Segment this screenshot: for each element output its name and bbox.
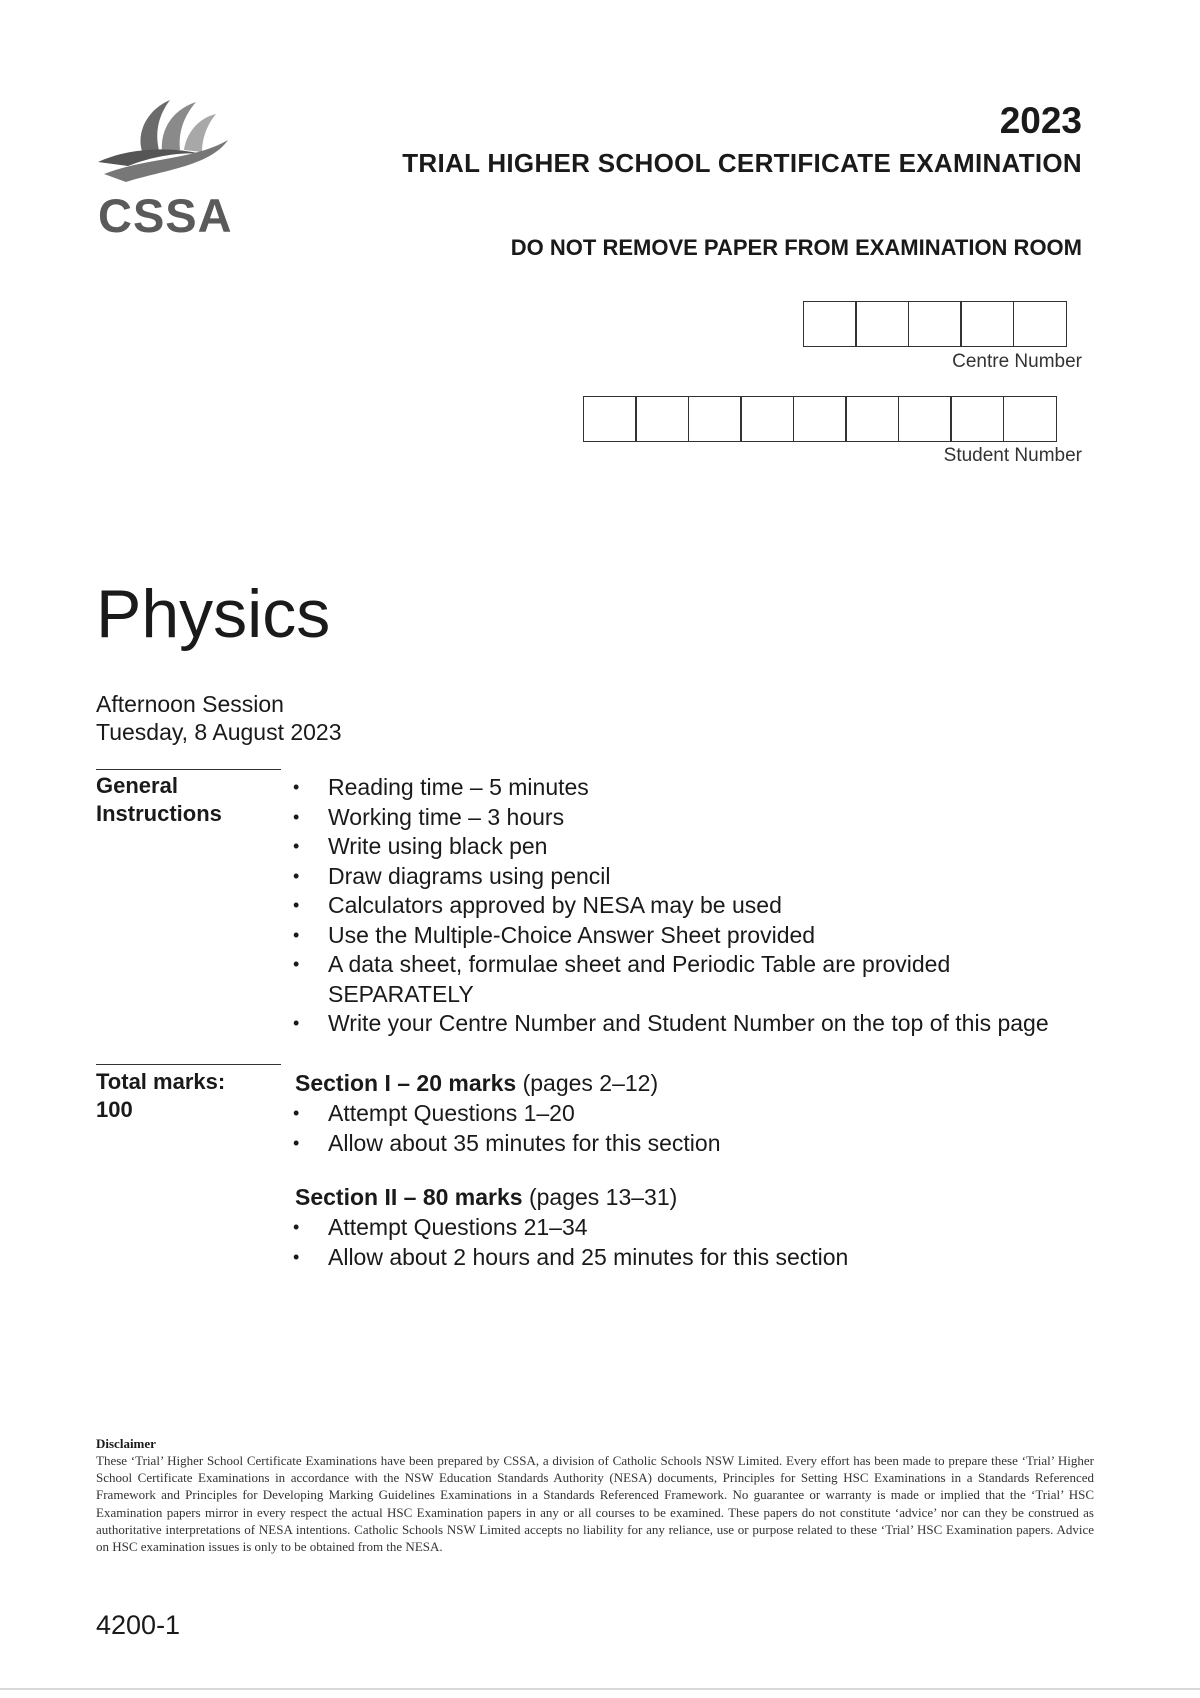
student-number-digit-box[interactable] xyxy=(583,396,637,442)
section-1-list xyxy=(293,1099,993,1158)
list-item: • Calculators approved by NESA may be used xyxy=(293,891,1113,921)
centre-number-digit-box[interactable] xyxy=(803,301,857,347)
total-marks xyxy=(96,1068,225,1124)
scan-edge-line xyxy=(0,1688,1200,1690)
divider xyxy=(96,1064,281,1065)
paper-code: 4200-1 xyxy=(96,1610,181,1640)
list-item: • Write your Centre Number and Student Number on the top of this page xyxy=(293,1009,1113,1039)
list-item: • Draw diagrams using pencil xyxy=(293,862,1113,892)
student-number-digit-box[interactable] xyxy=(950,396,1004,442)
centre-number-digit-box[interactable] xyxy=(855,301,909,347)
list-item: • Reading time – 5 minutes xyxy=(293,773,1113,803)
list-item: • Allow about 35 minutes for this section xyxy=(293,1129,993,1159)
exam-title: TRIAL HIGHER SCHOOL CERTIFICATE EXAMINATION xyxy=(402,148,1082,178)
centre-number-digit-box[interactable] xyxy=(960,301,1014,347)
session-info xyxy=(96,690,342,746)
student-number-digit-box[interactable] xyxy=(898,396,952,442)
section-2-list xyxy=(293,1213,993,1272)
general-instructions-list xyxy=(293,773,1113,1039)
student-number-label: Student Number xyxy=(943,445,1082,466)
session-date: Tuesday, 8 August 2023 xyxy=(96,719,342,745)
list-item: • Allow about 2 hours and 25 minutes for this section xyxy=(293,1243,993,1273)
student-number-digit-box[interactable] xyxy=(635,396,689,442)
centre-number-label: Centre Number xyxy=(952,351,1082,372)
total-marks-label: Total marks: xyxy=(96,1069,226,1094)
list-item: • A data sheet, formulae sheet and Periodic Table are provided SEPARATELY xyxy=(293,950,1008,1009)
student-number-digit-box[interactable] xyxy=(845,396,899,442)
section-1-title: Section I – 20 marks (pages 2–12) xyxy=(295,1070,659,1096)
list-item: • Working time – 3 hours xyxy=(293,803,1113,833)
student-number-digit-box[interactable] xyxy=(740,396,794,442)
list-item: • Attempt Questions 1–20 xyxy=(293,1099,993,1129)
list-item: • Write using black pen xyxy=(293,832,1113,862)
student-number-digit-box[interactable] xyxy=(688,396,742,442)
do-not-remove-notice: DO NOT REMOVE PAPER FROM EXAMINATION ROOM xyxy=(510,235,1082,260)
student-number-digit-box[interactable] xyxy=(793,396,847,442)
centre-number-digit-box[interactable] xyxy=(908,301,962,347)
student-number-digit-box[interactable] xyxy=(1003,396,1057,442)
session-name: Afternoon Session xyxy=(96,691,284,717)
list-item: • Attempt Questions 21–34 xyxy=(293,1213,993,1243)
centre-number-boxes[interactable] xyxy=(804,301,1067,347)
centre-number-digit-box[interactable] xyxy=(1013,301,1067,347)
cssa-logo xyxy=(98,96,238,246)
logo-text: CSSA xyxy=(98,189,233,242)
exam-year: 2023 xyxy=(999,100,1082,141)
subject-title: Physics xyxy=(96,576,331,652)
cssa-swoosh-logo-icon xyxy=(98,96,238,188)
general-instructions-heading: General Instructions xyxy=(96,773,222,826)
student-number-boxes[interactable] xyxy=(584,396,1057,442)
section-2-title: Section II – 80 marks (pages 13–31) xyxy=(295,1184,678,1210)
list-item: • Use the Multiple-Choice Answer Sheet provided xyxy=(293,921,1113,951)
total-marks-value: 100 xyxy=(96,1097,133,1122)
disclaimer-heading: Disclaimer xyxy=(96,1436,156,1451)
disclaimer-text: These ‘Trial’ Higher School Certificate Examinations have been prepared by CSSA, a division of Catholic Schools NSW Limited. Every effort has been made to prepare these ‘Trial’ Higher School Certificate Examinations in accordance with the NSW Education Standards Authority (NESA) documents, Principles for Setting HSC Examinations in a Standards Referenced Framework and Principles for Developing Marking Guidelines Examinations in a Standards Referenced Framework. No guarantee or warranty is made or implied that the ‘Trial’ HSC Examination papers mirror in every respect the actual HSC Examination papers in any or all courses to be examined. These papers do not constitute ‘advice’ nor can they be construed as authoritative interpretations of NESA intentions. Catholic Schools NSW Limited accepts no liability for any reliance, use or purpose related to these ‘Trial’ HSC Examination papers. Advice on HSC examination issues is only to be obtained from the NESA. xyxy=(96,1453,1094,1555)
divider xyxy=(96,769,281,770)
